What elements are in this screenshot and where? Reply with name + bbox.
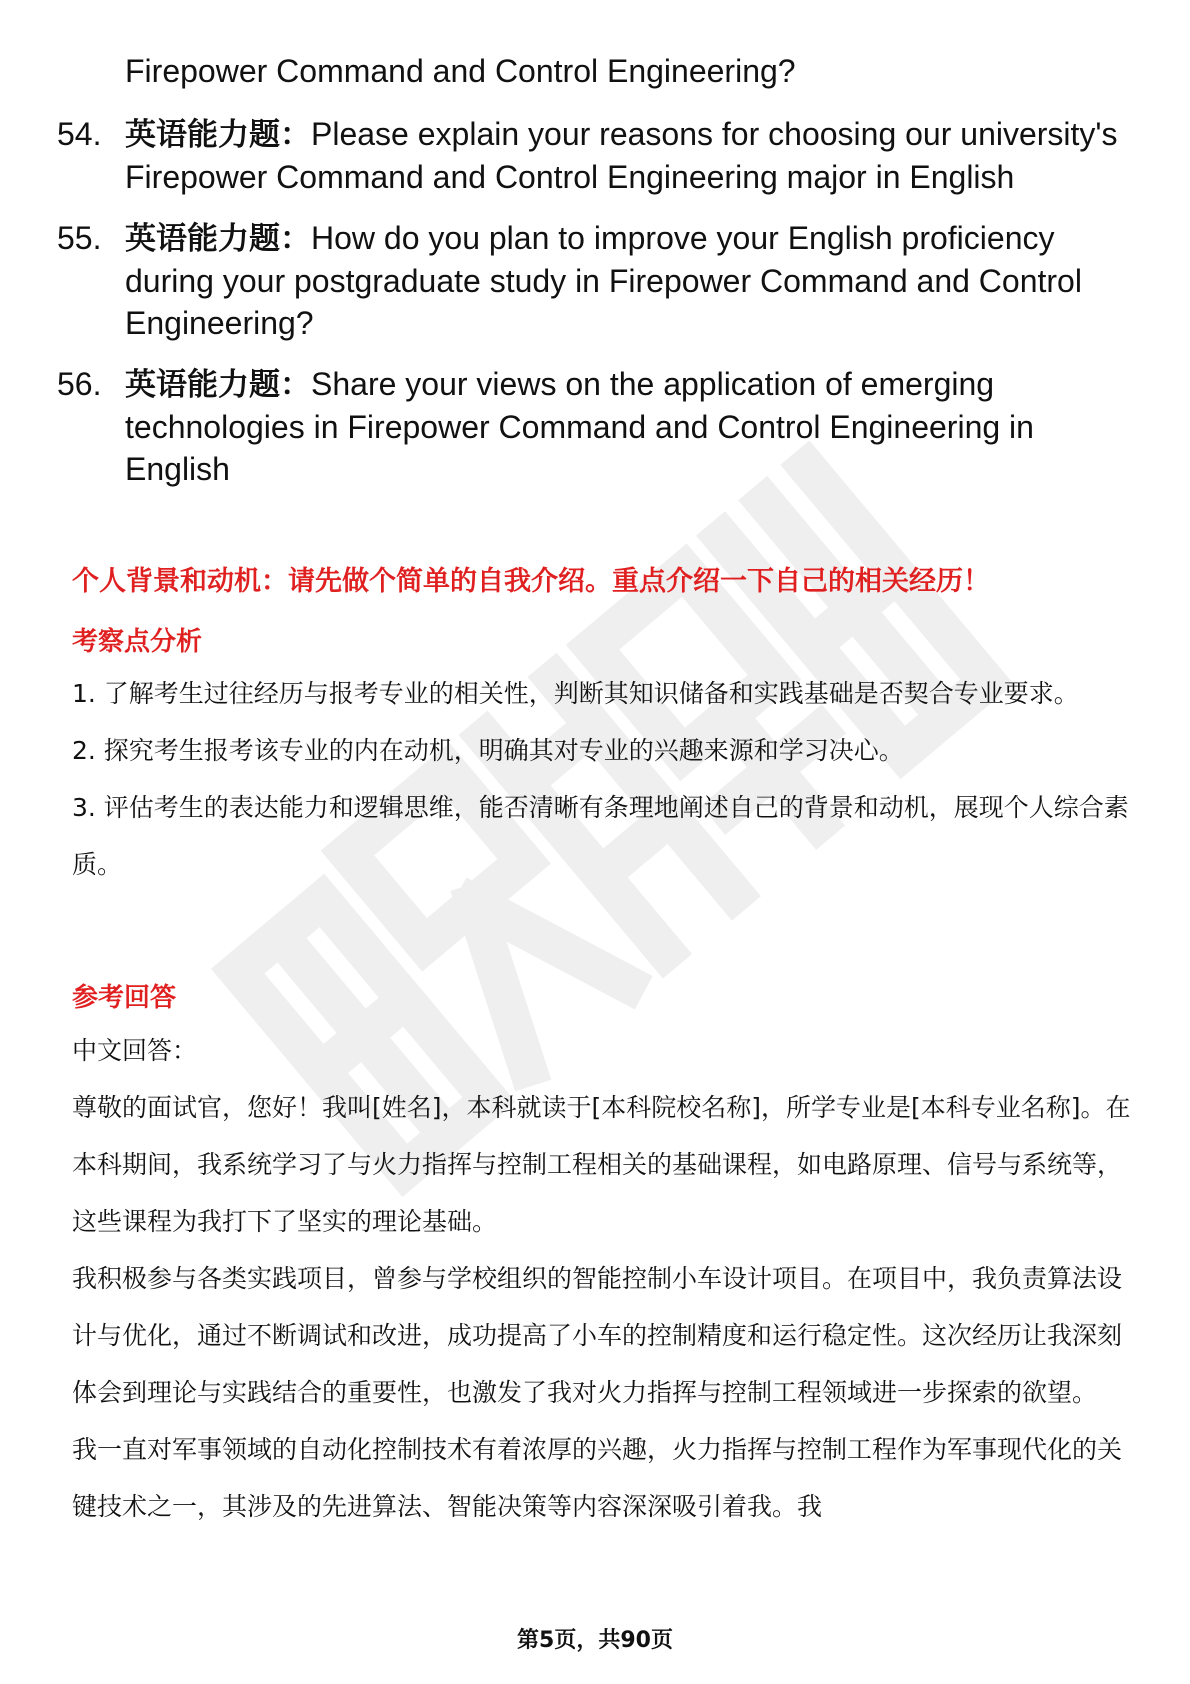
question-tag: 英语能力题：	[125, 221, 311, 257]
answer-label: 中文回答：	[72, 1036, 198, 1065]
analysis-points	[72, 665, 1132, 893]
analysis-heading: 考察点分析	[72, 627, 203, 657]
question-tag: 英语能力题：	[125, 367, 311, 403]
analysis-point-3: 3. 评估考生的表达能力和逻辑思维，能否清晰有条理地阐述自己的背景和动机，展现个人综合素质。	[72, 793, 1129, 879]
question-item-55	[0, 217, 1125, 344]
question-number: 54.	[57, 116, 102, 152]
answer-paragraph-1: 尊敬的面试官，您好！我叫[姓名]，本科就读于[本科院校名称]，所学专业是[本科专业名称]。在本科期间，我系统学习了与火力指挥与控制工程相关的基础课程，如电路原理、信号与系统等，这些课程为我打下了坚实的理论基础。	[72, 1093, 1131, 1236]
answer-paragraph-2: 我积极参与各类实践项目，曾参与学校组织的智能控制小车设计项目。在项目中，我负责算法设计与优化，通过不断调试和改进，成功提高了小车的控制精度和运行稳定性。这次经历让我深刻体会到理论与实践结合的重要性，也激发了我对火力指挥与控制工程领域进一步探索的欲望。	[72, 1264, 1123, 1407]
question-item-56	[0, 363, 1125, 490]
question-tag: 英语能力题：	[125, 117, 311, 153]
answer-body	[72, 1022, 1132, 1535]
answer-heading: 参考回答	[72, 983, 177, 1013]
section-title: 个人背景和动机：请先做个简单的自我介绍。重点介绍一下自己的相关经历！	[72, 566, 990, 597]
page-number: 第5页，共90页	[517, 1628, 673, 1653]
question-continuation: Firepower Command and Control Engineering?	[125, 53, 796, 89]
question-text: How do you plan to improve your English proficiency during your postgraduate study in Firepower Command and Control Engineering?	[125, 220, 1082, 341]
question-text: Share your views on the application of emerging technologies in Firepower Command and Control Engineering in English	[125, 366, 1034, 487]
question-list	[0, 113, 1190, 509]
question-number: 55.	[57, 220, 102, 256]
question-item-54	[0, 113, 1125, 198]
analysis-point-2: 2. 探究考生报考该专业的内在动机，明确其对专业的兴趣来源和学习决心。	[72, 736, 904, 765]
question-number: 56.	[57, 366, 102, 402]
analysis-point-1: 1. 了解考生过往经历与报考专业的相关性，判断其知识储备和实践基础是否契合专业要求。	[72, 679, 1079, 708]
answer-paragraph-3: 我一直对军事领域的自动化控制技术有着浓厚的兴趣，火力指挥与控制工程作为军事现代化的关键技术之一，其涉及的先进算法、智能决策等内容深深吸引着我。我	[72, 1435, 1123, 1521]
question-text: Please explain your reasons for choosing our university's Firepower Command and Control Engineering major in English	[125, 116, 1118, 195]
